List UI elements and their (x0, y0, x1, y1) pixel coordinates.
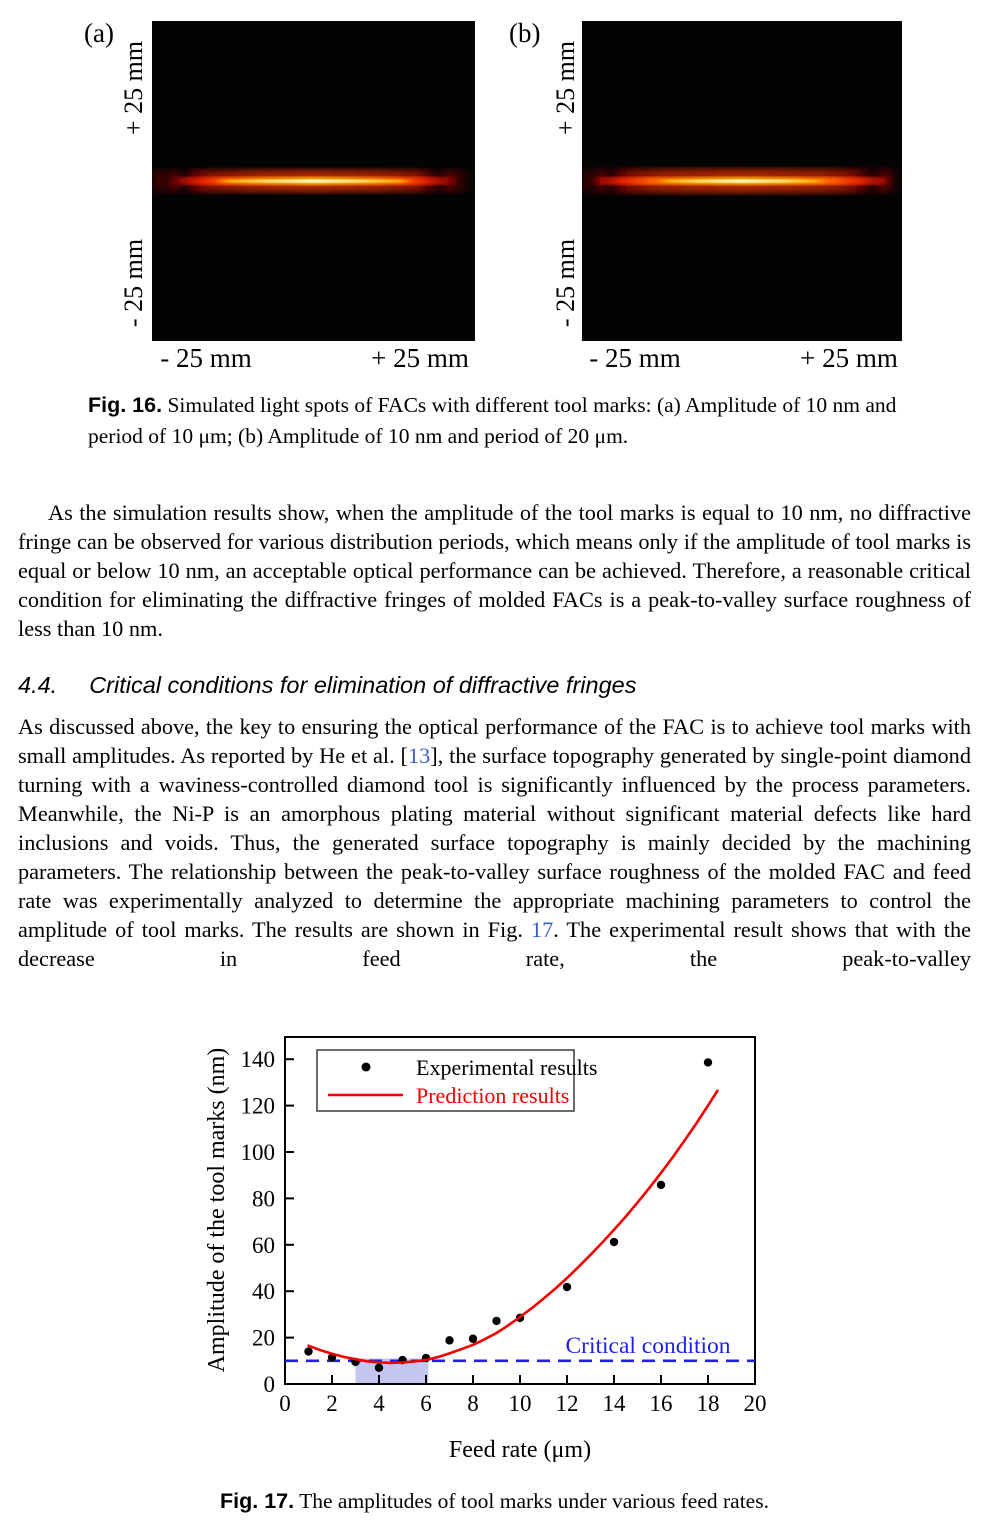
x-axis-title: Feed rate (μm) (448, 1437, 592, 1463)
legend-dot-marker (362, 1063, 371, 1072)
panel-b-xaxis-right-label: + 25 mm (800, 343, 898, 373)
para2-text-2: ], the surface topography generated by single-point diamond turning with a waviness-controlled diamond tool is significantly influenced by the process parameters. Meanwhile, the Ni-P is an amorphous plating material without significant material defects like hard inclusions and voids. Thus, the generated surface topography is mainly decided by the machining parameters. The relationship between the peak-to-valley surface roughness of the molded FAC and feed rate was experimentally analyzed to determine the appropriate machining parameters to control the amplitude of tool marks. The results are shown in Fig. (18, 743, 971, 942)
y-tick-label: 60 (252, 1232, 275, 1258)
fig17-caption-text: The amplitudes of tool marks under various feed rates. (294, 1489, 769, 1513)
fig16-caption-tag: Fig. 16. (88, 393, 163, 417)
fig17-caption (0, 1486, 989, 1517)
x-tick-label: 18 (696, 1391, 720, 1416)
fig17-caption-tag: Fig. 17. (220, 1489, 295, 1513)
legend-label-prediction: Prediction results (416, 1083, 570, 1108)
x-tick-label: 0 (279, 1391, 291, 1416)
experimental-data-point (375, 1364, 383, 1372)
paragraph-critical-conditions (18, 712, 971, 973)
figure-link-17[interactable]: 17 (530, 917, 554, 942)
y-tick-label: 40 (252, 1279, 275, 1305)
experimental-data-point (492, 1317, 500, 1325)
light-spot-beam-a (152, 21, 475, 341)
panel-a-xaxis-right-label: + 25 mm (371, 343, 469, 373)
x-tick-label: 14 (602, 1391, 626, 1416)
x-tick-label: 6 (420, 1391, 432, 1416)
section-heading-4-4 (18, 672, 971, 699)
fig17-chart (0, 1020, 989, 1480)
experimental-data-point (704, 1058, 712, 1066)
x-tick-label: 4 (373, 1391, 385, 1416)
y-tick-label: 140 (240, 1047, 275, 1073)
critical-condition-label: Critical condition (565, 1332, 731, 1359)
para2-text-3: . The experimental result shows that with the decrease in feed rate, the peak-to-valley (18, 917, 972, 971)
y-tick-label: 100 (240, 1140, 275, 1165)
light-spot-image-b (582, 21, 902, 341)
para2-text-1: As discussed above, the key to ensuring the optical performance of the FAC is to achieve tool marks with small amplitudes. As reported by He et al. [ (18, 714, 971, 768)
light-spot-image-a (152, 21, 475, 341)
x-tick-label: 16 (649, 1391, 673, 1416)
prediction-curve (309, 1091, 718, 1363)
experimental-data-point (445, 1336, 453, 1344)
x-tick-label: 10 (508, 1391, 532, 1416)
y-axis-title: Amplitude of the tool marks (nm) (204, 1047, 230, 1373)
y-tick-label: 20 (252, 1325, 275, 1351)
panel-a-label: (a) (84, 18, 114, 48)
citation-link-13[interactable]: 13 (407, 743, 431, 768)
panel-b-yaxis-top-label: + 25 mm (551, 40, 580, 136)
x-tick-label: 8 (467, 1391, 479, 1416)
paragraph-simulation-results: As the simulation results show, when the amplitude of the tool marks is equal to 10 nm, no diffractive fringe can be observed for various distribution periods, which means only if the amplitude of tool marks is equal or below 10 nm, an acceptable optical performance can be achieved. Therefore, a reasonable critical condition for eliminating the diffractive fringes of molded FACs is a peak-to-valley surface roughness of less than 10 nm. (18, 500, 971, 641)
light-spot-beam-b (582, 21, 902, 341)
experimental-data-point (469, 1335, 477, 1343)
x-tick-label: 2 (326, 1391, 338, 1416)
experimental-data-point (610, 1238, 618, 1246)
y-tick-label: 120 (240, 1093, 275, 1119)
panel-a-xaxis-left-label: - 25 mm (160, 343, 252, 373)
panel-b-xaxis-left-label: - 25 mm (589, 343, 681, 373)
x-tick-label: 12 (555, 1391, 579, 1416)
panel-b-yaxis-bottom-label: - 25 mm (551, 238, 580, 328)
panel-a-yaxis-top-label: + 25 mm (119, 40, 148, 136)
y-tick-label: 0 (263, 1372, 275, 1397)
fig16-caption-text: Simulated light spots of FACs with different tool marks: (a) Amplitude of 10 nm and period of 10 μm; (b) Amplitude of 10 nm and period of 20 μm. (88, 393, 897, 448)
y-tick-label: 80 (252, 1186, 275, 1212)
fig16-caption (88, 390, 910, 452)
panel-b-label: (b) (509, 18, 541, 48)
panel-a-yaxis-bottom-label: - 25 mm (119, 238, 148, 328)
experimental-data-point (657, 1181, 665, 1189)
x-tick-label: 20 (743, 1391, 767, 1416)
section-number: 4.4. (18, 672, 58, 698)
experimental-data-point (563, 1283, 571, 1291)
experimental-data-point (304, 1347, 312, 1355)
legend-label-experimental: Experimental results (416, 1055, 598, 1080)
section-title: Critical conditions for elimination of diffractive fringes (89, 672, 637, 698)
